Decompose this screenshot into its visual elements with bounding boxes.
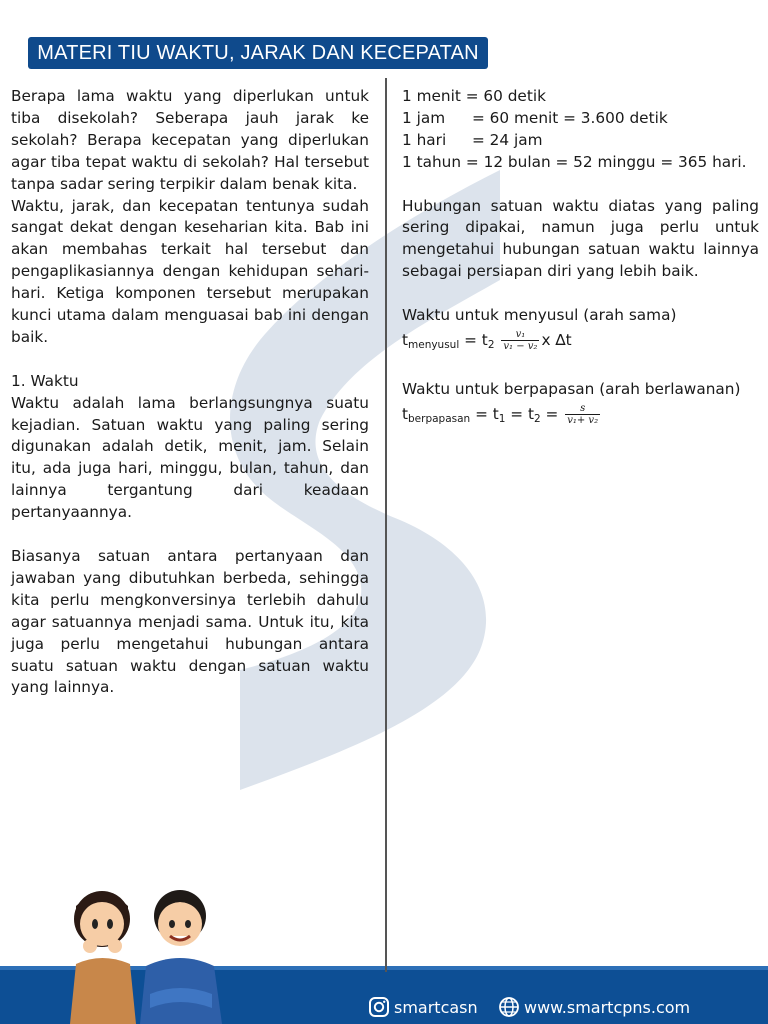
instagram-handle: smartcasn xyxy=(394,997,478,1017)
berpapasan-heading: Waktu untuk berpapasan (arah berlawanan) xyxy=(402,379,741,398)
website-link[interactable] xyxy=(498,996,690,1018)
conversion-line-3 xyxy=(402,130,759,152)
intro-paragraph-1: Berapa lama waktu yang diperlukan untuk tiba disekolah? Seberapa jauh jarak ke sekolah? Berapa kecepatan yang diperlukan agar tiba tepat waktu di sekolah? Hal tersebut tanpa sadar sering terpikir dalam benak kita. xyxy=(11,87,369,193)
formula-fraction: $\frac{s}{\text{v₁+ v₂}}$ xyxy=(567,402,599,426)
conversion-line-2 xyxy=(402,108,759,130)
globe-icon xyxy=(498,996,520,1018)
mascot-illustration xyxy=(62,884,242,1024)
waktu-paragraph-2: Biasanya satuan antara pertanyaan dan jawaban yang dibutuhkan berbeda, sehingga kita perlu mengkonversinya terlebih dahulu agar satuannya menjadi sama. Untuk itu, kita juga perlu mengetahui hubungan antara suatu satuan waktu dengan satuan waktu yang lainnya. xyxy=(11,547,369,697)
website-url: www.smartcpns.com xyxy=(524,997,691,1017)
conversion-line-4: 1 tahun = 12 bulan = 52 minggu = 365 hari. xyxy=(402,152,747,171)
menyusul-heading: Waktu untuk menyusul (arah sama) xyxy=(402,306,677,325)
intro-paragraph-2: Waktu, jarak, dan kecepatan tentunya sudah sangat dekat dengan keseharian kita. Bab ini akan membahas terkait hal tersebut dan pengaplikasiannya dengan kehidupan sehari-hari. Ketiga komponen tersebut merupakan kunci utama dalam menguasai bab ini dengan baik. xyxy=(11,196,369,346)
menyusul-formula: $t_{menyusul} = t_2$ $\frac{\text{v₁}}{\text{v₁ − v₂}}$ x ∆t xyxy=(402,328,572,352)
conversion-key: 1 hari xyxy=(402,130,447,149)
right-column xyxy=(402,86,759,431)
hubungan-paragraph: Hubungan satuan waktu diatas yang paling sering dipakai, namun juga perlu untuk mengetahui hubungan satuan waktu lainnya sebagai persiapan diri yang lebih baik. xyxy=(402,196,759,281)
instagram-link[interactable] xyxy=(368,996,478,1018)
page-title: MATERI TIU WAKTU, JARAK DAN KECEPATAN xyxy=(28,37,488,69)
conversion-value: = 24 jam xyxy=(472,130,543,149)
left-column xyxy=(11,86,369,699)
column-divider xyxy=(385,78,387,972)
berpapasan-formula: $t_{berpapasan} = t_1 = t_2$ = $\frac{s}{\text{v₁+ v₂}}$ xyxy=(402,402,599,426)
conversion-value: = 60 menit = 3.600 detik xyxy=(472,108,668,127)
conversion-key: 1 jam xyxy=(402,108,446,127)
section-heading-waktu: 1. Waktu xyxy=(11,371,79,390)
formula-fraction: $\frac{\text{v₁}}{\text{v₁ − v₂}}$ xyxy=(503,328,538,352)
waktu-paragraph-1: Waktu adalah lama berlangsungnya suatu kejadian. Satuan waktu yang paling sering digunakan adalah detik, menit, jam. Selain itu, ada juga hari, minggu, bulan, tahun, dan lainnya tergantung dari keadaan pertanyaannya. xyxy=(11,393,369,522)
conversion-line-1: 1 menit = 60 detik xyxy=(402,87,546,105)
instagram-icon xyxy=(368,996,390,1018)
